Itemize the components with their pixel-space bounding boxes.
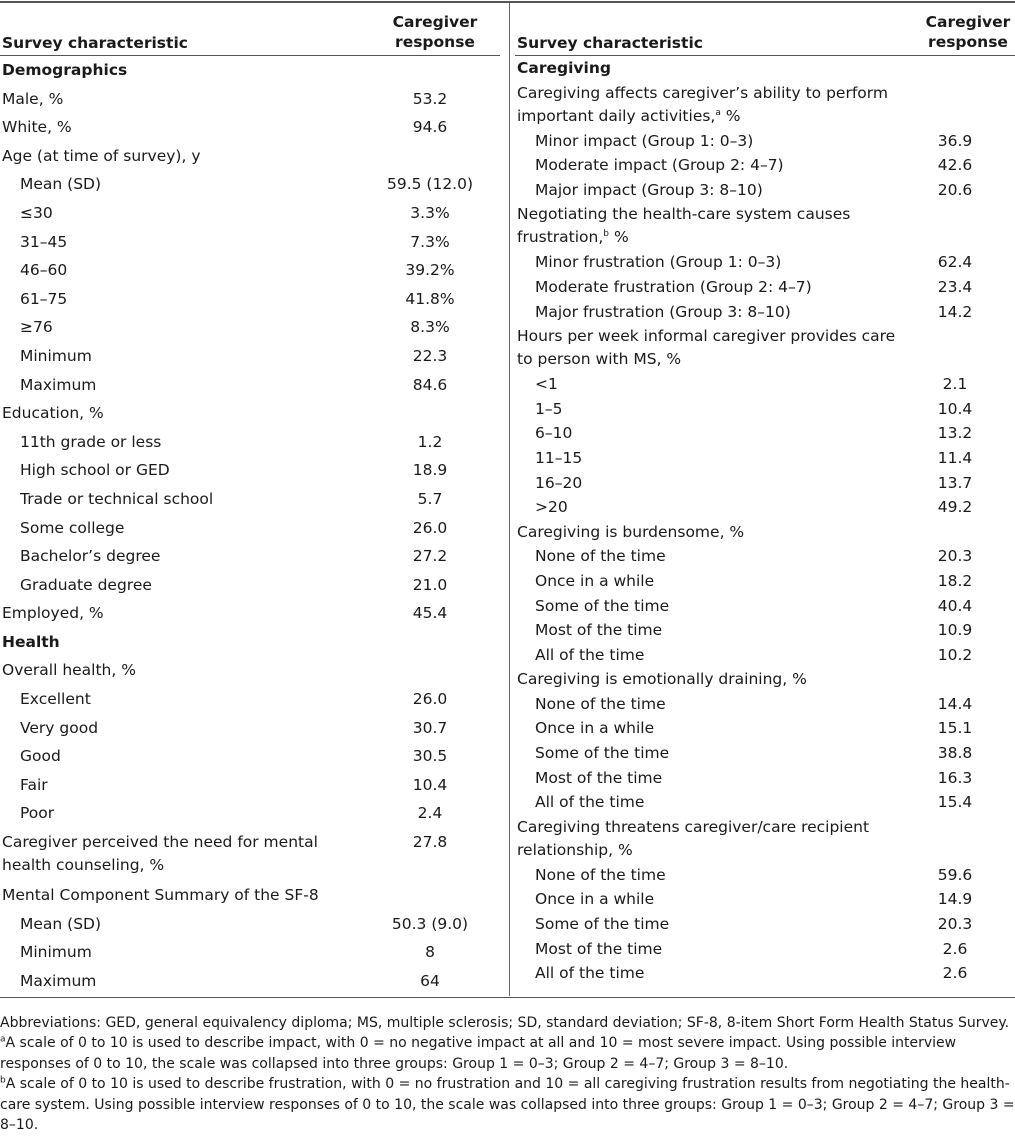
row-characteristic: [517, 816, 897, 862]
table-row: [515, 372, 1015, 397]
row-label: Caregiver perceived the need for mental health counseling, %: [2, 833, 318, 875]
table-row: [515, 446, 1015, 471]
table-bottom-rule: [0, 997, 1015, 998]
table-row: [0, 628, 500, 657]
row-value: 21.0: [412, 575, 448, 594]
table-row: [515, 716, 1015, 741]
row-value: 26.0: [412, 518, 448, 537]
table-row: [0, 542, 500, 571]
row-value: 2.1: [942, 375, 968, 394]
footnote-a: [0, 1033, 1015, 1074]
row-value: 18.2: [937, 571, 973, 590]
row-label: Age (at time of survey), y: [2, 146, 201, 165]
row-value: 14.4: [937, 694, 973, 713]
row-characteristic: [20, 173, 101, 196]
table-row: [0, 938, 500, 967]
table-row: [515, 324, 1015, 372]
row-characteristic: [20, 374, 96, 397]
row-characteristic: [20, 345, 92, 368]
row-value: 41.8%: [405, 289, 455, 308]
row-value: 2.6: [942, 939, 968, 958]
table-row: [0, 85, 500, 114]
row-characteristic: [20, 202, 53, 225]
row-characteristic: [535, 570, 654, 593]
row-label: Maximum: [20, 971, 97, 990]
row-value: 3.3%: [410, 203, 450, 222]
row-label: Poor: [20, 804, 55, 823]
row-characteristic: [535, 619, 662, 642]
row-characteristic: [20, 574, 152, 597]
row-characteristic: [535, 545, 666, 568]
row-value: 39.2%: [405, 261, 455, 280]
table-row: [515, 887, 1015, 912]
row-characteristic: [20, 802, 54, 825]
table-row: [0, 142, 500, 171]
row-value: 94.6: [412, 118, 448, 137]
row-value: 40.4: [937, 596, 973, 615]
row-label: None of the time: [535, 694, 666, 713]
table-row: [515, 667, 1015, 692]
row-characteristic: [535, 717, 654, 740]
row-characteristic: [535, 447, 582, 470]
row-value: 14.9: [937, 890, 973, 909]
row-label: Moderate impact (Group 2: 4–7): [535, 156, 784, 175]
row-label: Some of the time: [535, 596, 670, 615]
row-label: Bachelor’s degree: [20, 547, 161, 566]
table-row: [515, 815, 1015, 863]
row-label: Once in a while: [535, 571, 655, 590]
row-label: Most of the time: [535, 939, 663, 958]
table-row: [515, 421, 1015, 446]
row-label: Mental Component Summary of the SF-8: [2, 886, 319, 905]
row-label: Most of the time: [535, 621, 663, 640]
table-row: [0, 170, 500, 199]
row-label: Some college: [20, 518, 125, 537]
row-value: 59.5 (12.0): [386, 175, 474, 194]
table-row: [0, 285, 500, 314]
row-value: 84.6: [412, 375, 448, 394]
row-value: 62.4: [937, 253, 973, 272]
table-row: [0, 828, 500, 881]
table-row: [0, 342, 500, 371]
table-row: [515, 275, 1015, 300]
row-label: Once in a while: [535, 890, 655, 909]
row-label: Mean (SD): [20, 175, 102, 194]
table-row: [515, 741, 1015, 766]
row-characteristic: [2, 659, 136, 682]
right-table-column: [515, 3, 1015, 986]
row-value: 36.9: [937, 131, 973, 150]
row-value: 23.4: [937, 277, 973, 296]
row-characteristic: [535, 496, 568, 519]
header-survey-characteristic: Survey characteristic: [517, 34, 703, 52]
row-value: 30.7: [412, 718, 448, 737]
row-characteristic: [535, 767, 662, 790]
header-survey-characteristic: Survey characteristic: [2, 34, 188, 52]
table-row: [515, 397, 1015, 422]
row-value: 45.4: [412, 604, 448, 623]
row-label: 31–45: [20, 232, 68, 251]
row-label: Graduate degree: [20, 575, 152, 594]
row-value: 8.3%: [410, 318, 450, 337]
row-characteristic: [517, 668, 807, 691]
row-characteristic: [20, 488, 213, 511]
row-characteristic: [535, 644, 644, 667]
header-response-line2: response: [928, 33, 1008, 51]
table-row: [0, 485, 500, 514]
table-footnotes: [0, 1013, 1015, 1135]
row-characteristic: [535, 938, 662, 961]
table-row: [515, 56, 1015, 81]
row-characteristic: [2, 88, 63, 111]
header-caregiver-response: [385, 12, 485, 52]
header-response-line2: response: [395, 33, 475, 51]
row-characteristic: [20, 459, 170, 482]
row-value: 2.6: [942, 964, 968, 983]
row-value: 50.3 (9.0): [391, 914, 469, 933]
row-label: Caregiving is emotionally draining, %: [517, 670, 807, 689]
table-row: [0, 371, 500, 400]
table-row: [515, 250, 1015, 275]
row-characteristic: [535, 398, 562, 421]
row-value: 18.9: [412, 461, 448, 480]
row-label: Caregiving is burdensome, %: [517, 522, 745, 541]
row-characteristic: [20, 941, 92, 964]
table-row: [515, 544, 1015, 569]
row-label: Caregiving affects caregiver’s ability to perform important daily activities,: [517, 83, 888, 125]
footnote-b: [0, 1074, 1015, 1135]
footnote-b-mark: b: [0, 1075, 6, 1086]
table-row: [515, 692, 1015, 717]
row-label: Maximum: [20, 375, 97, 394]
row-characteristic: [535, 154, 784, 177]
section-heading: [2, 631, 60, 654]
row-characteristic: [2, 402, 104, 425]
row-label: ≥76: [20, 318, 53, 337]
table-row: [0, 313, 500, 342]
table-row: [515, 495, 1015, 520]
column-divider: [509, 3, 510, 996]
left-table-column: [0, 3, 500, 995]
row-label: Most of the time: [535, 768, 663, 787]
table-row: [515, 863, 1015, 888]
row-value: 26.0: [412, 690, 448, 709]
table-row: [515, 937, 1015, 962]
row-characteristic: [535, 693, 666, 716]
table-row: [0, 113, 500, 142]
row-value: 20.3: [937, 547, 973, 566]
right-table-header: [515, 3, 1015, 56]
row-label: 46–60: [20, 261, 68, 280]
row-characteristic: [2, 602, 104, 625]
table-row: [515, 471, 1015, 496]
row-label: Mean (SD): [20, 914, 102, 933]
header-caregiver-response: [918, 12, 1015, 52]
table-row: [0, 599, 500, 628]
row-characteristic: [2, 884, 319, 907]
row-value: 8: [425, 943, 435, 962]
table-row: [515, 569, 1015, 594]
section-heading: [2, 59, 127, 82]
row-value: 16.3: [937, 768, 973, 787]
row-characteristic: [20, 431, 161, 454]
row-label: Moderate frustration (Group 2: 4–7): [535, 277, 812, 296]
table-row: [515, 790, 1015, 815]
table-row: [0, 742, 500, 771]
row-label: Minimum: [20, 346, 92, 365]
row-label: Fair: [20, 775, 48, 794]
row-characteristic: [517, 521, 744, 544]
row-characteristic: [20, 745, 61, 768]
row-label: Minor impact (Group 1: 0–3): [535, 131, 754, 150]
row-value: 11.4: [937, 448, 973, 467]
row-value: 49.2: [937, 498, 973, 517]
row-characteristic: [535, 888, 654, 911]
row-characteristic: [2, 116, 72, 139]
row-label: All of the time: [535, 793, 645, 812]
row-label: 61–75: [20, 289, 68, 308]
table-row: [0, 967, 500, 996]
header-response-line1: Caregiver: [925, 13, 1011, 31]
row-label: Minor frustration (Group 1: 0–3): [535, 253, 782, 272]
row-value: 7.3%: [410, 232, 450, 251]
row-value: 13.7: [937, 473, 973, 492]
row-characteristic: [517, 203, 897, 249]
row-label: Some of the time: [535, 915, 670, 934]
table-row: [0, 881, 500, 910]
table-row: [515, 961, 1015, 986]
row-characteristic: [20, 717, 98, 740]
table-row: [0, 571, 500, 600]
table-row: [0, 56, 500, 85]
row-label: Education, %: [2, 404, 104, 423]
row-characteristic: [2, 145, 201, 168]
row-value: 13.2: [937, 424, 973, 443]
row-characteristic: [535, 301, 791, 324]
row-label: 1–5: [535, 399, 563, 418]
row-label: None of the time: [535, 865, 666, 884]
row-characteristic: [535, 595, 669, 618]
row-characteristic: [20, 259, 67, 282]
row-characteristic: [20, 316, 53, 339]
row-label: Caregiving: [517, 59, 611, 77]
row-label-suffix: %: [720, 106, 741, 125]
row-label: 11–15: [535, 448, 583, 467]
row-label: All of the time: [535, 964, 645, 983]
row-value: 22.3: [412, 346, 448, 365]
row-label: Once in a while: [535, 719, 655, 738]
row-value: 10.4: [412, 775, 448, 794]
footnote-abbreviations: Abbreviations: GED, general equivalency diploma; MS, multiple sclerosis; SD, standard deviation; SF-8, 8-item Short Form Health Status Survey.: [0, 1015, 1010, 1031]
row-value: 27.2: [412, 547, 448, 566]
row-characteristic: [535, 962, 644, 985]
row-label: Good: [20, 747, 61, 766]
footnote-b-text: A scale of 0 to 10 is used to describe frustration, with 0 = no frustration and 10 = all caregiving frustration results from negotiating the health-care system. Using possible interview responses of 0 to 10, the scale was collapsed into three groups: Group 1 = 0–3; Group 2 = 4–7; Group 3 = 8–10.: [0, 1076, 1015, 1134]
row-value: 38.8: [937, 744, 973, 763]
row-value: 10.9: [937, 621, 973, 640]
row-characteristic: [20, 545, 160, 568]
row-characteristic: [535, 179, 763, 202]
row-value: 27.8: [412, 833, 448, 852]
right-table-body: [515, 56, 1015, 986]
row-value: 1.2: [417, 432, 443, 451]
row-label: None of the time: [535, 547, 666, 566]
row-label: Hours per week informal caregiver provides care to person with MS, %: [517, 327, 896, 369]
row-characteristic: [20, 517, 124, 540]
row-label: >20: [535, 498, 568, 517]
row-label: Overall health, %: [2, 661, 136, 680]
table-row: [515, 178, 1015, 203]
table-row: [0, 428, 500, 457]
row-characteristic: [535, 373, 558, 396]
row-value: 14.2: [937, 302, 973, 321]
row-characteristic: [517, 82, 897, 128]
footnote-a-text: A scale of 0 to 10 is used to describe impact, with 0 = no negative impact at all and 10 = most severe impact. Using possible interview responses of 0 to 10, the scale was collapsed into three groups: Group 1 = 0–3; Group 2 = 4–7; Group 3 = 8–10.: [0, 1035, 957, 1072]
table-row: [0, 399, 500, 428]
row-characteristic: [535, 742, 669, 765]
row-characteristic: [535, 130, 753, 153]
row-label: Caregiving threatens caregiver/care recipient relationship, %: [517, 817, 870, 859]
row-value: 20.3: [937, 915, 973, 934]
row-label: High school or GED: [20, 461, 170, 480]
table-row: [515, 912, 1015, 937]
row-value: 53.2: [412, 89, 448, 108]
table-row: [0, 199, 500, 228]
row-label: White, %: [2, 118, 72, 137]
row-characteristic: [535, 251, 781, 274]
row-label: ≤30: [20, 203, 53, 222]
table-row: [515, 153, 1015, 178]
row-characteristic: [535, 864, 666, 887]
table-row: [515, 520, 1015, 545]
row-label: Negotiating the health-care system causes frustration,: [517, 205, 851, 247]
table-row: [0, 656, 500, 685]
row-label: All of the time: [535, 645, 645, 664]
table-row: [515, 766, 1015, 791]
table-row: [0, 771, 500, 800]
row-label: Male, %: [2, 89, 64, 108]
footnote-marker: a: [715, 107, 721, 118]
section-heading: [517, 57, 611, 80]
table-row: [515, 129, 1015, 154]
row-characteristic: [20, 288, 67, 311]
row-label: 6–10: [535, 424, 573, 443]
row-characteristic: [535, 791, 644, 814]
row-label: Health: [2, 632, 60, 651]
row-value: 20.6: [937, 180, 973, 199]
row-value: 5.7: [417, 489, 443, 508]
table-row: [0, 456, 500, 485]
table-row: [0, 799, 500, 828]
table-row: [0, 714, 500, 743]
row-label: Employed, %: [2, 604, 104, 623]
table-row: [0, 910, 500, 939]
row-characteristic: [20, 688, 91, 711]
table-row: [515, 300, 1015, 325]
row-characteristic: [535, 276, 812, 299]
row-value: 42.6: [937, 156, 973, 175]
table-row: [0, 514, 500, 543]
row-characteristic: [535, 472, 582, 495]
table-row: [0, 256, 500, 285]
row-label: <1: [535, 375, 558, 394]
footnote-marker: b: [603, 229, 610, 240]
header-response-line1: Caregiver: [392, 13, 478, 31]
row-characteristic: [2, 831, 362, 877]
row-characteristic: [20, 231, 67, 254]
row-label: Some of the time: [535, 744, 670, 763]
row-value: 2.4: [417, 804, 443, 823]
row-label: Major frustration (Group 3: 8–10): [535, 302, 791, 321]
row-characteristic: [20, 774, 48, 797]
row-value: 10.4: [937, 399, 973, 418]
row-value: 15.1: [937, 719, 973, 738]
row-characteristic: [535, 913, 669, 936]
row-label: Trade or technical school: [20, 489, 214, 508]
row-label: Demographics: [2, 61, 128, 79]
row-label: Excellent: [20, 690, 91, 709]
row-value: 64: [420, 971, 440, 990]
row-label: Major impact (Group 3: 8–10): [535, 180, 763, 199]
row-characteristic: [20, 913, 101, 936]
table-row: [515, 594, 1015, 619]
row-characteristic: [20, 970, 96, 993]
table-row: [515, 202, 1015, 250]
row-label: 11th grade or less: [20, 432, 162, 451]
row-label: Minimum: [20, 943, 92, 962]
table-row: [0, 685, 500, 714]
table-row: [515, 81, 1015, 129]
row-label: 16–20: [535, 473, 583, 492]
table-row: [515, 618, 1015, 643]
left-table-body: [0, 56, 500, 995]
left-table-header: [0, 3, 500, 56]
row-characteristic: [535, 422, 572, 445]
table-row: [0, 228, 500, 257]
footnote-a-mark: a: [0, 1034, 6, 1045]
row-value: 10.2: [937, 645, 973, 664]
row-characteristic: [517, 325, 897, 371]
row-label-suffix: %: [609, 228, 629, 247]
row-value: 30.5: [412, 747, 448, 766]
row-value: 15.4: [937, 793, 973, 812]
row-value: 59.6: [937, 865, 973, 884]
row-label: Very good: [20, 718, 99, 737]
table-row: [515, 643, 1015, 668]
